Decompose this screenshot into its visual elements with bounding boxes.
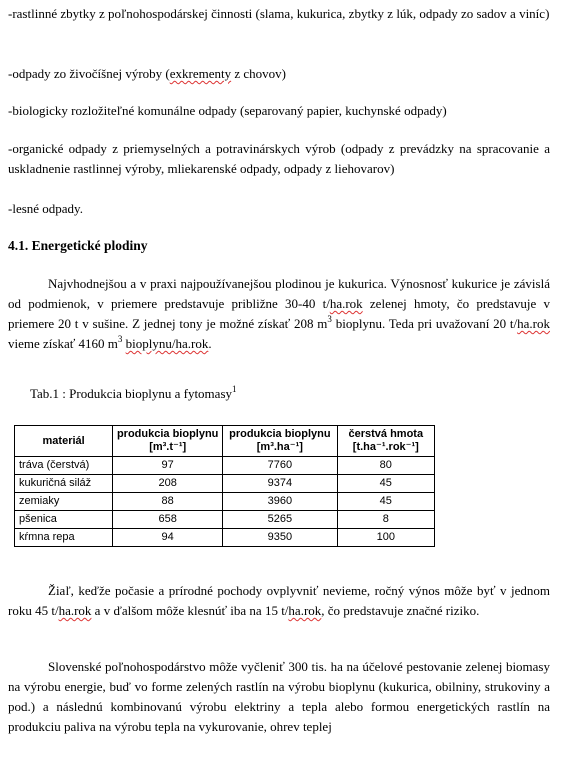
- table-row: [15, 457, 435, 475]
- spellcheck-word: ha.rok: [58, 603, 92, 618]
- text-run: zelenej hmoty, čo predstavuje v priemere 20 t v sušine. Z jednej tony je možné získať 208 m: [8, 296, 551, 331]
- superscript: 3: [327, 313, 332, 324]
- list-item-municipal-waste: -biologicky rozložiteľné komunálne odpady (separovaný papier, kuchynské odpady): [8, 103, 447, 118]
- table-cell: 208: [113, 475, 223, 493]
- table-cell: 94: [113, 529, 223, 547]
- table-cell: 7760: [223, 457, 338, 475]
- spellcheck-word: ha.rok: [288, 603, 322, 618]
- table-header-row: [15, 426, 435, 457]
- table-cell: kukuričná siláž: [15, 475, 113, 493]
- table-cell: 9374: [223, 475, 338, 493]
- text-run: .: [208, 336, 212, 351]
- biogas-table: [14, 425, 435, 547]
- list-item-animal-waste: [8, 64, 550, 84]
- table-cell: 3960: [223, 493, 338, 511]
- table-cell: 8: [337, 511, 434, 529]
- table-cell: 5265: [223, 511, 338, 529]
- header-biogas-per-ha: produkcia bioplynu [m³.ha⁻¹]: [223, 426, 338, 457]
- header-biogas-per-ton: produkcia bioplynu [m³.t⁻¹]: [113, 426, 223, 457]
- table-cell: pšenica: [15, 511, 113, 529]
- table-cell: zemiaky: [15, 493, 113, 511]
- list-item-plant-residues: -rastlinné zbytky z poľnohospodárskej činnosti (slama, kukurica, zbytky z lúk, odpady zo sadov a viníc): [8, 6, 550, 21]
- table-cell: 97: [113, 457, 223, 475]
- text-run: Žiaľ, keďže počasie a prírodné pochody ovplyvniť nevieme, ročný výnos môže byť v jednom roku 45 t/: [8, 583, 550, 618]
- table-cell: 45: [337, 475, 434, 493]
- paragraph-yield-risk: [8, 581, 550, 621]
- table-cell: 9350: [223, 529, 338, 547]
- footnote-marker: 1: [232, 383, 237, 394]
- table-cell: 88: [113, 493, 223, 511]
- text-run: a v ďalšom môže klesnúť iba na 15 t/: [91, 603, 289, 618]
- list-item-organic-waste: -organické odpady z priemyselných a potravinárskych výrob (odpady z prevádzky na spracovanie a uskladnenie rastlinnej výroby, mliekarenské odpady, odpady z liehovarov): [8, 141, 550, 176]
- table-cell: 100: [337, 529, 434, 547]
- table-row: [15, 493, 435, 511]
- caption-text: Tab.1 : Produkcia bioplynu a fytomasy: [30, 386, 233, 401]
- list-text: -odpady zo živočíšnej výroby (: [8, 66, 170, 81]
- table-cell: 658: [113, 511, 223, 529]
- list-text: z chovov): [231, 66, 286, 81]
- text-run: vieme získať 4160 m: [8, 336, 118, 351]
- section-heading: 4.1. Energetické plodiny: [8, 238, 148, 253]
- table-cell: tráva (čerstvá): [15, 457, 113, 475]
- text-run: Najvhodnejšou a v praxi najpoužívanejšou plodinou je kukurica. Výnosnosť kukurice je závislá od podmienok, v priemere predstavuje približne 30-40 t/: [8, 276, 550, 311]
- table-row: [15, 529, 435, 547]
- spellcheck-word: bioplynu/ha.rok: [125, 336, 209, 351]
- header-fresh-mass: čerstvá hmota [t.ha⁻¹.rok⁻¹]: [337, 426, 434, 457]
- table-cell: kŕmna repa: [15, 529, 113, 547]
- spellcheck-word: ha.rok: [329, 296, 363, 311]
- paragraph-slovak-agriculture: Slovenské poľnohospodárstvo môže vyčleniť 300 tis. ha na účelové pestovanie zelenej biomasy na výrobu energie, buď vo forme zelených rastlín na výrobu bioplynu (kukurica, obilniny, strukoviny a pod.) a následnú kombinovanú výrobu elektriny a tepla alebo formou energetických rastlín na produkciu paliva na výrobu tepla na vykurovanie, ohrev teplej: [8, 659, 550, 734]
- table-row: [15, 475, 435, 493]
- text-run: , čo predstavuje značné riziko.: [321, 603, 480, 618]
- table-cell: 80: [337, 457, 434, 475]
- table-caption: [30, 384, 237, 404]
- header-material: materiál: [15, 426, 113, 457]
- text-run: bioplynu. Teda pri uvažovaní 20 t/: [331, 316, 518, 331]
- list-item-forest-waste: -lesné odpady.: [8, 201, 83, 216]
- table-row: [15, 511, 435, 529]
- table-cell: 45: [337, 493, 434, 511]
- spellcheck-word: ha.rok: [517, 316, 550, 331]
- paragraph-energy-crops: [8, 274, 550, 354]
- superscript: 3: [117, 333, 123, 344]
- spellcheck-word: exkrementy: [169, 66, 232, 81]
